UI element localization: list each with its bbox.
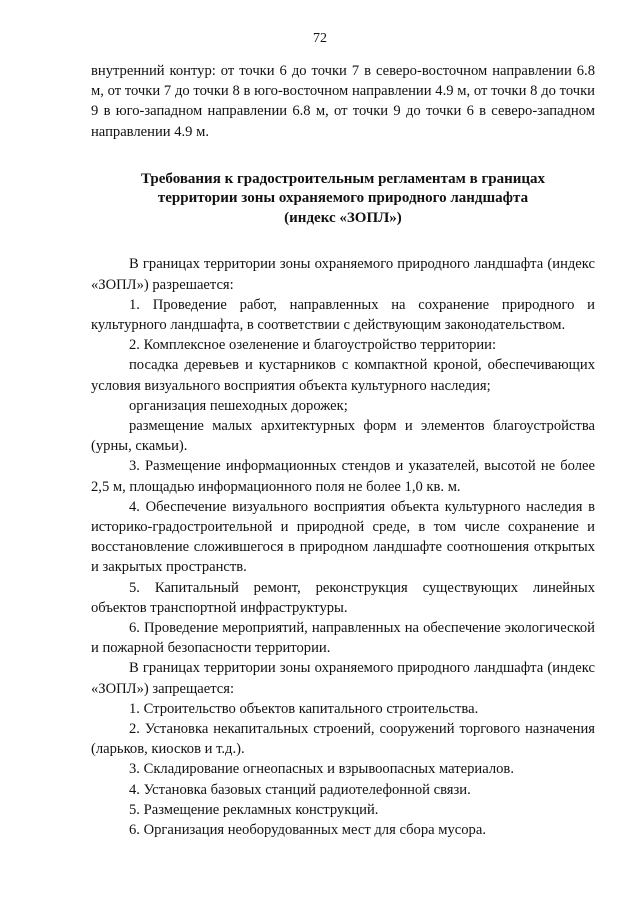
forbidden-item: 5. Размещение рекламных конструкций. xyxy=(129,801,379,818)
allowed-item: организация пешеходных дорожек; xyxy=(129,397,348,414)
forbidden-intro: В границах территории зоны охраняемого природного ландшафта (индекс «ЗОПЛ») запрещается: xyxy=(91,660,595,697)
forbidden-item: 4. Установка базовых станций радиотелефонной связи. xyxy=(129,781,471,798)
forbidden-item: 3. Складирование огнеопасных и взрывоопасных материалов. xyxy=(129,761,514,778)
allowed-intro: В границах территории зоны охраняемого природного ландшафта (индекс «ЗОПЛ») разрешается: xyxy=(91,256,595,293)
forbidden-item: 6. Организация необорудованных мест для сбора мусора. xyxy=(129,822,486,838)
allowed-item: 5. Капитальный ремонт, реконструкция существующих линейных объектов транспортной инфраструктуры. xyxy=(91,579,595,616)
allowed-item: посадка деревьев и кустарников с компактной кроной, обеспечивающих условия визуального восприятия объекта культурного наследия; xyxy=(91,357,595,394)
forbidden-item: 1. Строительство объектов капитального строительства. xyxy=(129,700,479,717)
page-number: 72 xyxy=(313,31,327,46)
forbidden-item: 2. Установка некапитальных строений, сооружений торгового назначения (ларьков, киосков и т.д.). xyxy=(91,720,595,758)
section-heading xyxy=(91,170,595,229)
intro-paragraph: внутренний контур: от точки 6 до точки 7 в северо-восточном направлении 6.8 м, от точки 7 до точки 8 в юго-восточном направлении 4.9 м, от точки 8 до точки 9 в юго-западном направлении 6.8 м, от точки 9 до точки 6 в северо-западном направлении 4.9 м. xyxy=(91,63,595,140)
heading-line: Требования к градостроительным регламентам в границах xyxy=(140,170,546,187)
document-body xyxy=(91,61,595,840)
allowed-item: 2. Комплексное озеленение и благоустройство территории: xyxy=(129,337,497,354)
allowed-item: 4. Обеспечение визуального восприятия объекта культурного наследия в историко-градостроительной и природной среде, в том числе сохранение и восстановление сложившегося в природном ландшафте соотношения открытых и закрытых пространств. xyxy=(91,498,595,576)
allowed-item: 1. Проведение работ, направленных на сохранение природного и культурного ландшафта, в соответствии с действующим законодательством. xyxy=(91,296,595,333)
allowed-item: размещение малых архитектурных форм и элементов благоустройства (урны, скамьи). xyxy=(91,417,595,455)
allowed-item: 3. Размещение информационных стендов и указателей, высотой не более 2,5 м, площадью информационного поля не более 1,0 кв. м. xyxy=(91,458,595,495)
heading-line: территории зоны охраняемого природного ландшафта xyxy=(157,190,529,207)
heading-line: (индекс «ЗОПЛ») xyxy=(284,209,402,226)
allowed-item: 6. Проведение мероприятий, направленных на обеспечение экологической и пожарной безопасности территории. xyxy=(91,619,595,657)
